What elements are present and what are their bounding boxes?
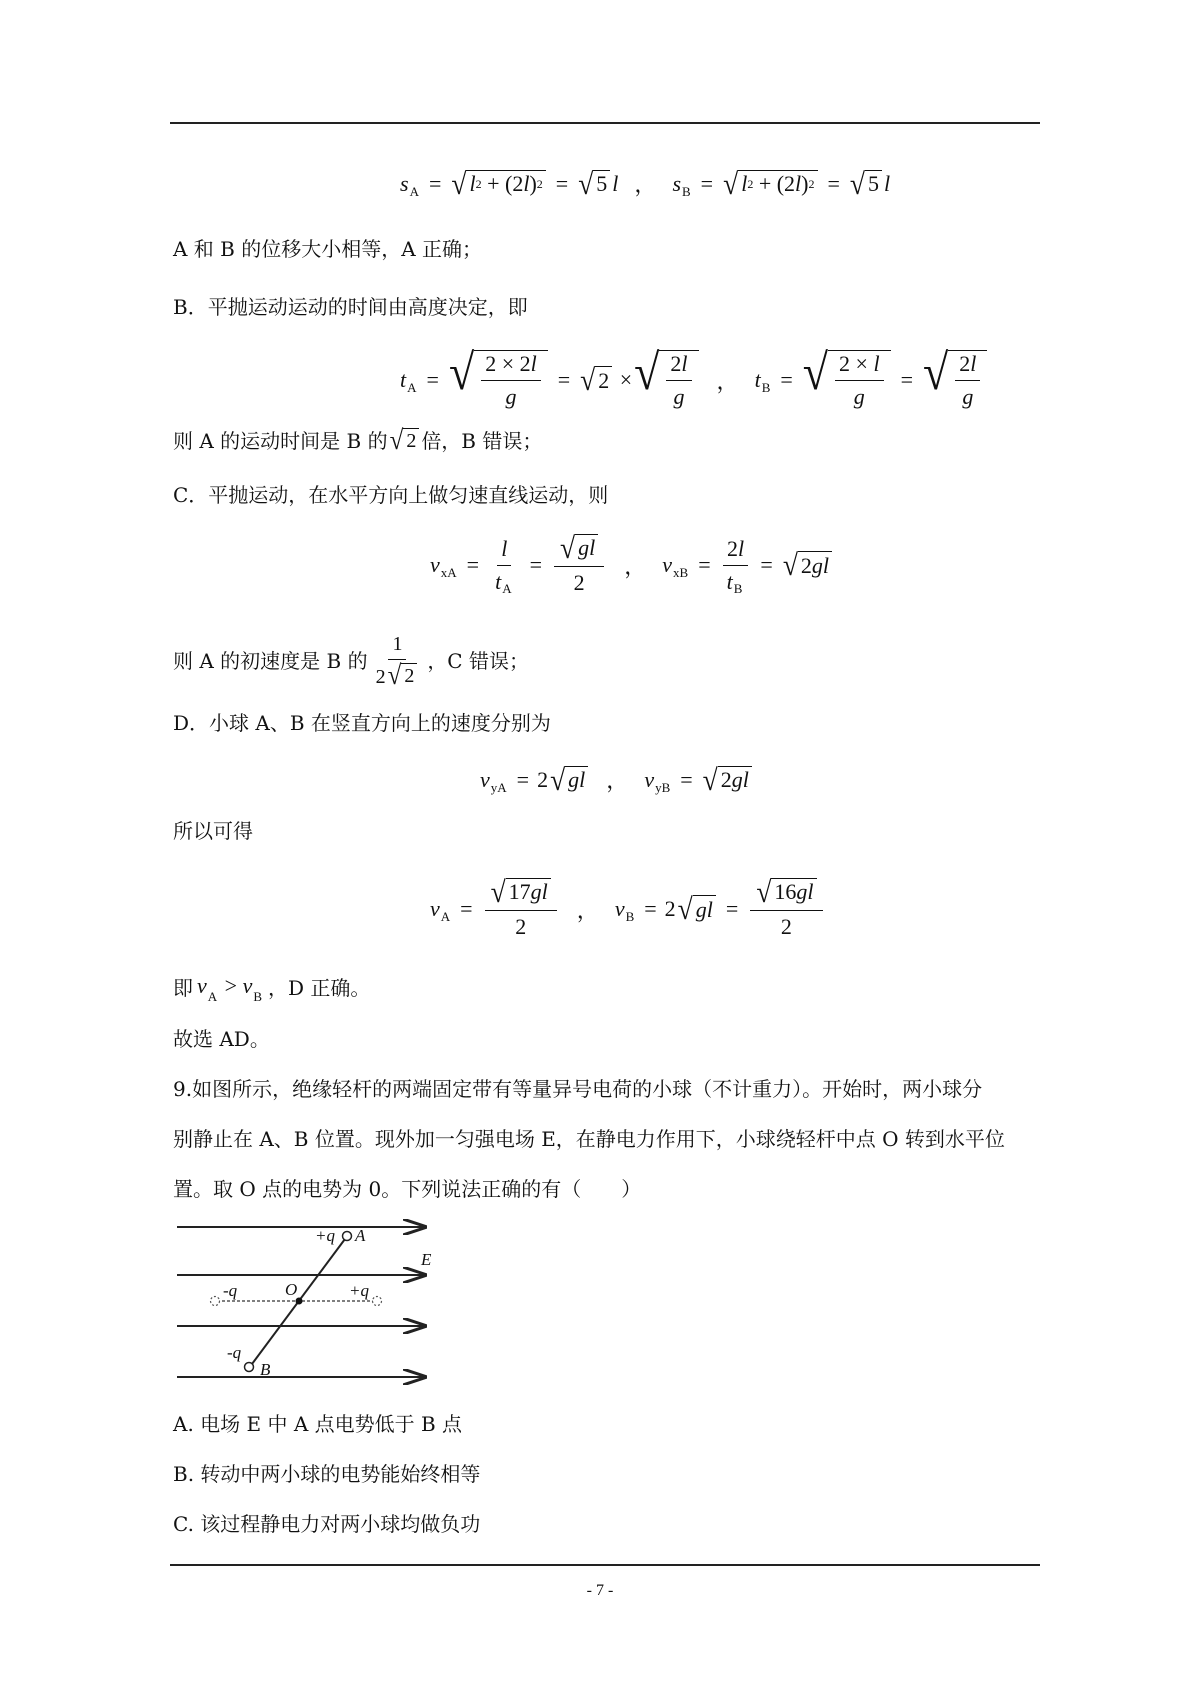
question9-line1: 9.如图所示，绝缘轻杆的两端固定带有等量异号电荷的小球（不计重力）。开始时，两小球分: [173, 1077, 983, 1101]
page-number: - 7 -: [586, 1582, 614, 1599]
c-conclusion-pre: 则 A 的初速度是 B 的: [173, 648, 368, 673]
line-d-intro: D．小球 A、B 在竖直方向上的速度分别为: [173, 711, 551, 735]
c-conclusion-post: ，C 错误；: [427, 648, 529, 673]
ball-left-dashed: [211, 1297, 220, 1306]
label-plus-q-top: +q: [315, 1226, 335, 1245]
footer-rule: [170, 1564, 1040, 1566]
ball-b: [245, 1363, 254, 1372]
formula-vx: v xA = $\frac{l}{tA}$ = √ gl 2 ， v xB = $\frac{2l}{tB}$ = √ 2 gl: [430, 534, 834, 596]
line-b-conclusion: 则 A 的运动时间是 B 的 √ 2 倍，B 错误；: [173, 425, 543, 456]
label-minus-q-left: -q: [223, 1281, 238, 1300]
b-conclusion-post: 倍，B 错误；: [421, 428, 543, 453]
label-a: A: [355, 1226, 366, 1245]
line-a-conclusion: A 和 B 的位移大小相等，A 正确；: [173, 237, 483, 261]
formula-v: v A = √ 17 gl 2 ， v B = 2 √ gl = √ 16 gl 2: [430, 878, 827, 940]
line-d-conclusion: 即 $v_A > v_B$ ，D 正确。: [173, 973, 371, 1004]
ball-a: [343, 1232, 352, 1241]
b-conclusion-pre: 则 A 的运动时间是 B 的: [173, 428, 388, 453]
header-rule: [170, 122, 1040, 124]
label-plus-q-right: +q: [349, 1281, 369, 1300]
label-e: E: [421, 1250, 432, 1269]
option-b: B. 转动中两小球的电势能始终相等: [173, 1462, 481, 1486]
line-c-conclusion: 则 A 的初速度是 B 的 1 2 √ 2 ，C 错误；: [173, 633, 529, 691]
electric-field-figure: [175, 1217, 445, 1387]
option-c: C. 该过程静电力对两小球均做负功: [173, 1512, 481, 1536]
formula-time: t A = √ $\frac{2 \times 2l}{g}$ = √ 2 × √ $\frac{2l}{g}$ ， t B = √ $\frac{2 \times l}{g}$ = √ $\frac{2l}{g}$: [400, 350, 989, 410]
label-o: O: [285, 1280, 298, 1299]
d-conclusion-post: ，D 正确。: [268, 975, 371, 1000]
line-c-intro: C．平抛运动，在水平方向上做匀速直线运动，则: [173, 483, 609, 507]
line-b-intro: B．平抛运动运动的时间由高度决定，即: [173, 295, 528, 319]
formula-displacement: s A = √ l 2 + (2 l ) 2 = √ 5 l ， s B = √ l 2 + (2 l ) 2 = √ 5 l: [400, 166, 891, 201]
label-b: B: [260, 1360, 271, 1379]
formula-vy: v yA = 2 √ gl ， v yB = √ 2 gl: [480, 764, 754, 795]
question9-line2: 别静止在 A、B 位置。现外加一匀强电场 E，在静电力作用下，小球绕轻杆中点 O 转到水平位: [173, 1127, 1005, 1151]
option-a: A. 电场 E 中 A 点电势低于 B 点: [173, 1412, 463, 1436]
label-minus-q-bottom: -q: [227, 1343, 242, 1362]
ball-right-dashed: [373, 1297, 382, 1306]
line-answer: 故选 AD。: [173, 1027, 270, 1051]
question9-line3: 置。取 O 点的电势为 0。下列说法正确的有（ ）: [173, 1177, 642, 1201]
line-d-so: 所以可得: [173, 819, 253, 843]
d-conclusion-pre: 即: [173, 975, 193, 1000]
